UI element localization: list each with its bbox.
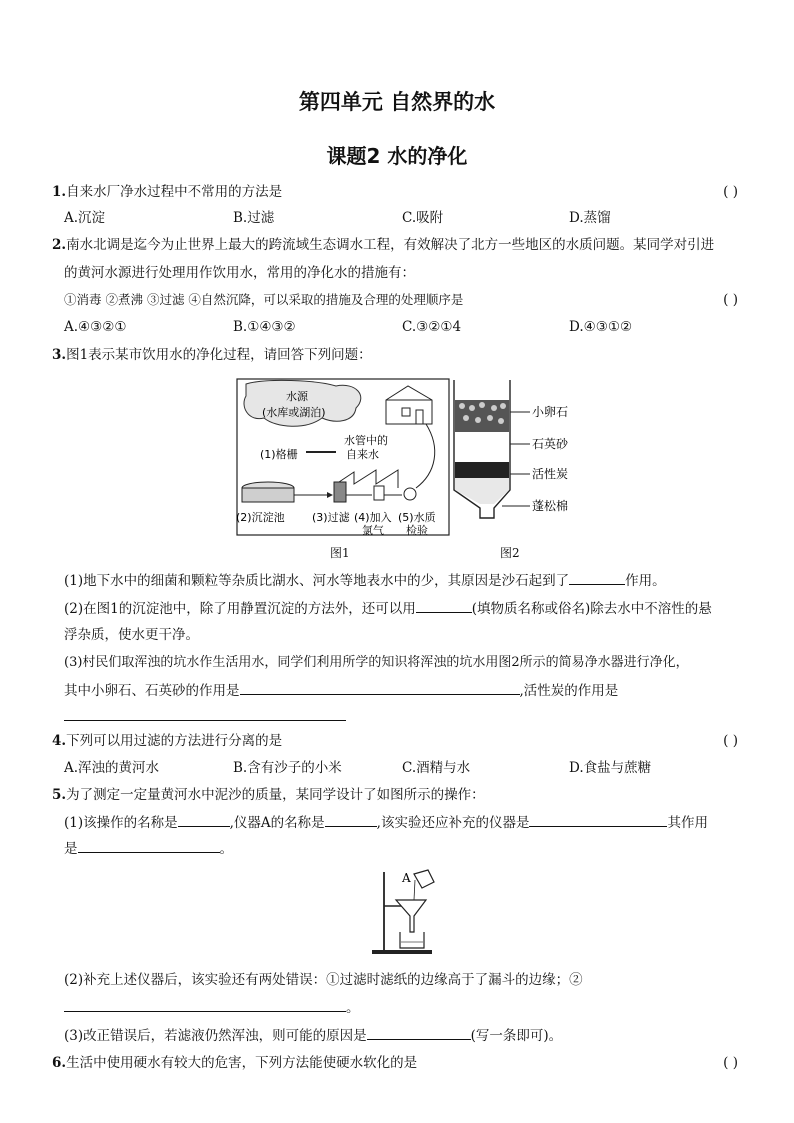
figure-1-water-purification bbox=[236, 378, 451, 538]
option-d: D.蒸馏 bbox=[569, 210, 611, 226]
chlorine-icon bbox=[374, 486, 384, 500]
question-number: 2. bbox=[52, 237, 67, 253]
question-number: 6. bbox=[52, 1055, 67, 1071]
question-1 bbox=[52, 182, 282, 202]
part-text: 。 bbox=[346, 1000, 360, 1016]
quality-test-icon bbox=[404, 488, 416, 500]
unit-title: 第四单元 自然界的水 bbox=[298, 90, 496, 114]
answer-blank[interactable] bbox=[416, 598, 472, 613]
question-text: 为了测定一定量黄河水中泥沙的质量，某同学设计了如图所示的操作： bbox=[66, 787, 485, 803]
filtration-apparatus-figure bbox=[368, 866, 440, 956]
answer-blank[interactable] bbox=[367, 1025, 471, 1040]
option-a: A.沉淀 bbox=[64, 210, 106, 226]
answer-blank[interactable] bbox=[325, 812, 377, 827]
option-d: D.食盐与蔗糖 bbox=[569, 760, 652, 776]
funnel-icon bbox=[396, 900, 426, 932]
fig1-step4-label: (4)加入 bbox=[354, 511, 392, 524]
option-c: C.吸附 bbox=[402, 210, 444, 226]
option-a: A.④③②① bbox=[64, 319, 127, 335]
fig1-step2-label: (2)沉淀池 bbox=[236, 511, 285, 524]
fig2-label-carbon: 活性炭 bbox=[532, 467, 569, 481]
part-text: 。 bbox=[219, 841, 233, 857]
quartz-sand-layer bbox=[455, 432, 509, 462]
question-number: 1. bbox=[52, 184, 67, 200]
question-5-part2: (2)补充上述仪器后，该实验还有两处错误：①过滤时滤纸的边缘高于了漏斗的边缘；② bbox=[64, 972, 583, 988]
fig1-step5-label: (5)水质 bbox=[398, 511, 436, 524]
option-b: B.含有沙子的小米 bbox=[233, 760, 342, 776]
part-text: (2)在图1的沉淀池中，除了用静置沉淀的方法外，还可以用 bbox=[64, 601, 416, 617]
fig2-label-quartz: 石英砂 bbox=[532, 437, 569, 451]
fig2-label-cotton: 蓬松棉 bbox=[532, 499, 569, 513]
option-d: D.④③①② bbox=[569, 319, 633, 335]
answer-blank[interactable] bbox=[569, 570, 625, 585]
question-3 bbox=[52, 345, 372, 365]
question-5-part1 bbox=[64, 812, 708, 833]
part-text-end: ,活性炭的作用是 bbox=[519, 683, 619, 699]
beaker-a-icon bbox=[414, 870, 434, 888]
fig1-step1-label: (1)格栅 bbox=[260, 448, 298, 461]
option-b: B.过滤 bbox=[233, 210, 275, 226]
part-text-end: (填物质名称或俗名)除去水中不溶性的悬 bbox=[471, 601, 712, 617]
answer-blank[interactable] bbox=[78, 838, 220, 853]
part-text: (3)改正错误后，若滤液仍然浑浊，则可能的原因是 bbox=[64, 1028, 367, 1044]
answer-paren: ( ) bbox=[723, 184, 738, 200]
question-3-part1 bbox=[64, 570, 666, 591]
question-2-line3: ①消毒 ②煮沸 ③过滤 ④自然沉降，可以采取的措施及合理的处理顺序是 bbox=[64, 292, 464, 307]
house-door-icon bbox=[416, 410, 423, 424]
figure-2-caption: 图2 bbox=[500, 546, 520, 560]
fig1-pipe-sub-label: 自来水 bbox=[346, 448, 379, 461]
part-text: 是 bbox=[64, 841, 78, 857]
answer-blank[interactable] bbox=[64, 706, 346, 721]
answer-paren: ( ) bbox=[723, 292, 738, 308]
answer-blank[interactable] bbox=[240, 680, 520, 695]
sedimentation-tank-icon bbox=[242, 488, 294, 502]
part-text: ,该实验还应补充的仪器是 bbox=[376, 815, 530, 831]
question-number: 4. bbox=[52, 733, 67, 749]
beaker-icon bbox=[400, 932, 424, 948]
question-6 bbox=[52, 1053, 417, 1073]
fig1-step3-label: (3)过滤 bbox=[312, 511, 350, 524]
question-text: 南水北调是迄今为止世界上最大的跨流域生态调水工程，有效解决了北方一些地区的水质问题。某同学对引进 bbox=[66, 237, 715, 253]
fig1-source-label: 水源 bbox=[286, 390, 308, 403]
question-3-part3-cont bbox=[64, 680, 618, 701]
question-5-part1-cont bbox=[64, 838, 233, 859]
option-c: C.③②①4 bbox=[402, 319, 462, 335]
answer-blank[interactable] bbox=[64, 997, 346, 1012]
answer-paren: ( ) bbox=[723, 1055, 738, 1071]
filter-icon bbox=[334, 482, 346, 502]
lesson-title: 课题2 水的净化 bbox=[326, 144, 468, 168]
fig1-pipe-label: 水管中的 bbox=[344, 434, 388, 447]
question-3-part3: (3)村民们取浑浊的坑水作生活用水，同学们利用所学的知识将浑浊的坑水用图2所示的简易净水器进行净化， bbox=[64, 655, 689, 670]
question-number: 5. bbox=[52, 787, 67, 803]
fig1-step4-sub-label: 氯气 bbox=[362, 524, 384, 537]
part-text: (1)地下水中的细菌和颗粒等杂质比湖水、河水等地表水中的少，其原因是沙石起到了 bbox=[64, 573, 570, 589]
question-5-part2-cont bbox=[64, 997, 360, 1018]
question-3-part2 bbox=[64, 598, 712, 619]
fig1-step5-sub-label: 检验 bbox=[406, 524, 428, 537]
instrument-a-label: A bbox=[402, 871, 411, 885]
option-c: C.酒精与水 bbox=[402, 760, 471, 776]
question-2-line2: 的黄河水源进行处理用作饮用水，常用的净化水的措施有： bbox=[64, 265, 415, 281]
house-window-icon bbox=[402, 408, 410, 416]
figure-2-simple-water-purifier bbox=[450, 378, 580, 526]
part-text: (1)该操作的名称是 bbox=[64, 815, 178, 831]
activated-carbon-layer bbox=[455, 462, 509, 478]
fig1-source-sub-label: (水库或湖泊) bbox=[262, 406, 326, 419]
part-text: 其作用 bbox=[667, 815, 708, 831]
part-text: 其中小卵石、石英砂的作用是 bbox=[64, 683, 240, 699]
part-text-end: 作用。 bbox=[625, 573, 666, 589]
question-text: 自来水厂净水过程中不常用的方法是 bbox=[66, 184, 283, 200]
question-3-part2-cont: 浮杂质，使水更干净。 bbox=[64, 627, 199, 643]
option-b: B.①④③② bbox=[233, 319, 296, 335]
question-3-part3-blank-line bbox=[64, 706, 346, 727]
figure-1-caption: 图1 bbox=[330, 546, 350, 560]
question-text: 下列可以用过滤的方法进行分离的是 bbox=[66, 733, 283, 749]
question-2 bbox=[52, 235, 714, 255]
fig2-label-pebbles: 小卵石 bbox=[532, 405, 569, 419]
answer-paren: ( ) bbox=[723, 733, 738, 749]
part-text: (写一条即可)。 bbox=[470, 1028, 563, 1044]
answer-blank[interactable] bbox=[178, 812, 230, 827]
question-number: 3. bbox=[52, 347, 67, 363]
answer-blank[interactable] bbox=[529, 812, 667, 827]
part-text: ,仪器A的名称是 bbox=[229, 815, 325, 831]
question-text: 生活中使用硬水有较大的危害，下列方法能使硬水软化的是 bbox=[66, 1055, 418, 1071]
question-text: 图1表示某市饮用水的净化过程，请回答下列问题： bbox=[66, 347, 372, 363]
option-a: A.浑浊的黄河水 bbox=[64, 760, 160, 776]
question-5 bbox=[52, 785, 485, 805]
question-4 bbox=[52, 731, 282, 751]
question-5-part3 bbox=[64, 1025, 562, 1046]
